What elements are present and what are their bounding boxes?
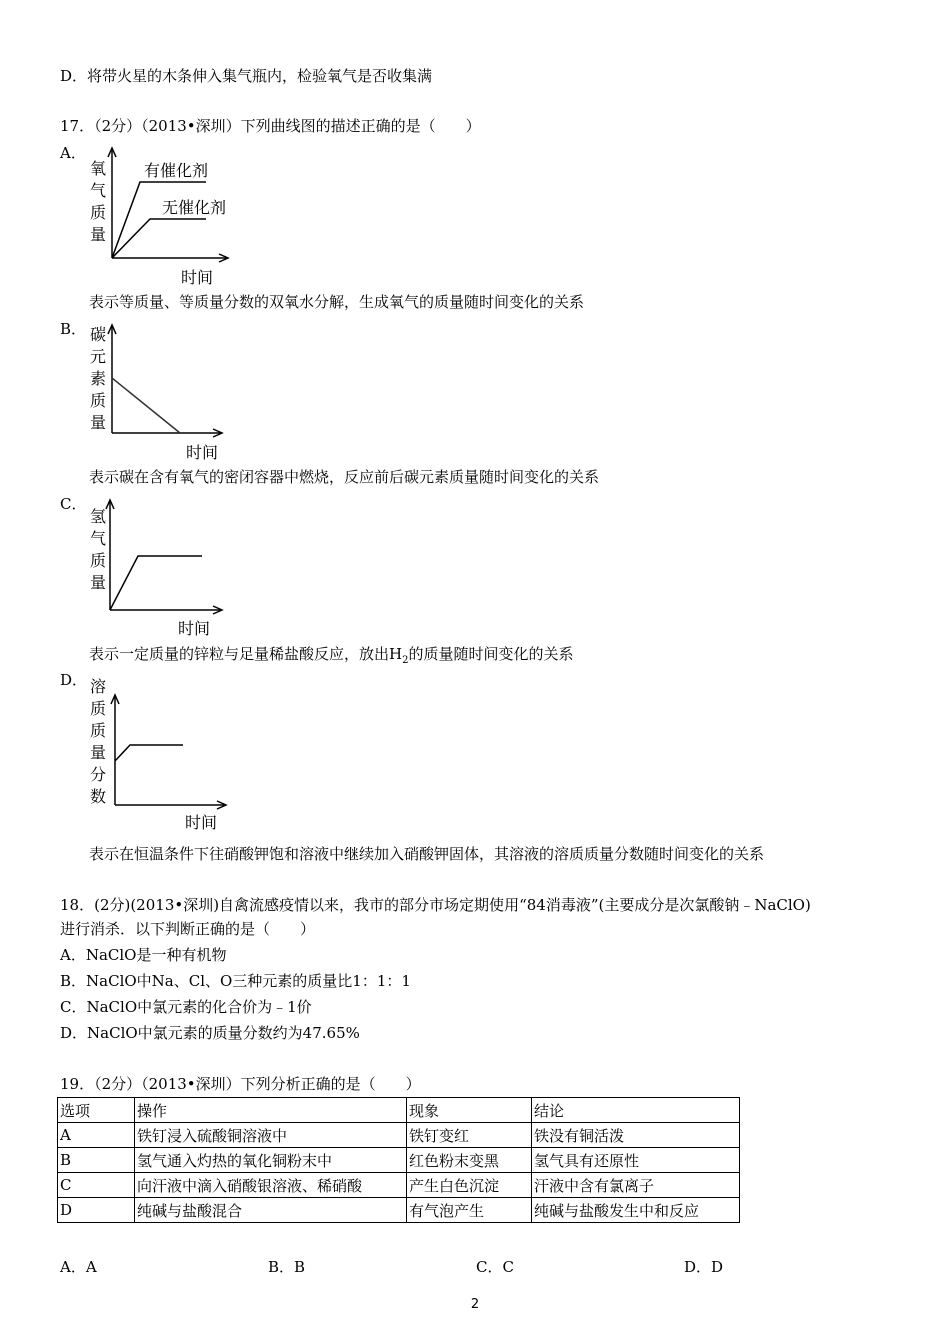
q17-c-ylabel-3: 量 (89, 573, 106, 592)
table-cell: 汗液中含有氯离子 (532, 1173, 740, 1198)
q17-a-curve2-label: 无催化剂 (162, 198, 227, 217)
q17-d-ylabel-4: 分 (89, 765, 106, 784)
q17-stem: 17．（2分）（2013•深圳）下列曲线图的描述正确的是（ ） (60, 117, 481, 135)
table-cell: 向汗液中滴入硝酸银溶液、稀硝酸 (135, 1173, 407, 1198)
q17-b-ylabel-0: 碳 (89, 325, 106, 344)
q17-d-ylabel-0: 溶 (89, 677, 106, 696)
q18-option-a: A．NaClO是一种有机物 (60, 946, 227, 964)
q17-a-ylabel-0: 氧 (89, 159, 106, 178)
table-header-cell: 操作 (135, 1098, 407, 1123)
q17-b-ylabel-4: 量 (89, 413, 106, 432)
q17-b-xlabel: 时间 (186, 443, 219, 462)
q17-c-desc-pre: 表示一定质量的锌粒与足量稀盐酸反应，放出 (89, 645, 390, 663)
q17-b-letter: B． (60, 320, 87, 338)
q19-table (57, 1097, 740, 1223)
q16-option-d: D．将带火星的木条伸入集气瓶内，检验氧气是否收集满 (60, 67, 433, 85)
table-cell: D (58, 1198, 135, 1223)
table-row (58, 1198, 740, 1223)
table-row (58, 1148, 740, 1173)
q17-a-xlabel: 时间 (181, 268, 214, 287)
q17-c-ylabel-2: 质 (89, 551, 106, 570)
q17-d-ylabel-5: 数 (89, 787, 106, 806)
q18-stem-line1: 18．(2分)(2013•深圳)自禽流感疫情以来，我市的部分市场定期使用“84消毒液”(主要成分是次氯酸钠﹣NaClO) (60, 896, 811, 914)
q17-b-desc: 表示碳在含有氧气的密闭容器中燃烧，反应前后碳元素质量随时间变化的关系 (89, 468, 600, 486)
table-cell: 铁没有铜活泼 (532, 1123, 740, 1148)
table-row (58, 1173, 740, 1198)
q17-b-ylabel-1: 元 (89, 347, 106, 366)
q18-option-d: D．NaClO中氯元素的质量分数约为47.65% (60, 1024, 360, 1042)
q19-option-c: C．C (476, 1258, 514, 1276)
table-header-cell: 结论 (532, 1098, 740, 1123)
table-cell: 铁钉浸入硫酸铜溶液中 (135, 1123, 407, 1148)
q17-d-letter: D． (60, 671, 88, 689)
q17-a-desc: 表示等质量、等质量分数的双氧水分解，生成氧气的质量随时间变化的关系 (89, 293, 585, 311)
q17-d-ylabel-1: 质 (89, 699, 106, 718)
q17-a-letter: A． (60, 144, 86, 162)
page-number: 2 (470, 1297, 480, 1312)
table-cell: 氢气通入灼热的氧化铜粉末中 (135, 1148, 407, 1173)
table-cell: 氢气具有还原性 (532, 1148, 740, 1173)
q17-c-letter: C． (60, 495, 87, 513)
table-cell: 红色粉末变黑 (407, 1148, 532, 1173)
q19-stem: 19．（2分）（2013•深圳）下列分析正确的是（ ） (60, 1075, 421, 1093)
table-cell: B (58, 1148, 135, 1173)
q17-a-ylabel-2: 质 (89, 203, 106, 222)
q17-d-desc: 表示在恒温条件下往硝酸钾饱和溶液中继续加入硝酸钾固体，其溶液的溶质质量分数随时间变化的关系 (89, 845, 765, 863)
q17-b-ylabel-2: 素 (89, 369, 106, 388)
q17-a-ylabel-1: 气 (89, 181, 106, 200)
table-row (58, 1123, 740, 1148)
table-header-row (58, 1098, 740, 1123)
q17-c-desc-sub: 2 (402, 655, 409, 666)
q17-c-xlabel: 时间 (178, 619, 211, 638)
q17-a-ylabel-3: 量 (89, 225, 106, 244)
q17-d-ylabel-2: 质 (89, 721, 106, 740)
q17-c-desc-formula: H (389, 645, 403, 663)
table-cell: 产生白色沉淀 (407, 1173, 532, 1198)
table-cell: 有气泡产生 (407, 1198, 532, 1223)
table-header-cell: 现象 (407, 1098, 532, 1123)
table-cell: C (58, 1173, 135, 1198)
table-header-cell: 选项 (58, 1098, 135, 1123)
q17-c-ylabel-1: 气 (89, 529, 106, 548)
q18-stem-line2: 进行消杀．以下判断正确的是（ ） (60, 920, 316, 938)
q17-b-ylabel-3: 质 (89, 391, 106, 410)
q17-d-curve (115, 745, 183, 761)
q17-a-curve1-label: 有催化剂 (144, 161, 209, 180)
q17-c-desc-post: 的质量随时间变化的关系 (408, 645, 574, 663)
table-cell: 纯碱与盐酸混合 (135, 1198, 407, 1223)
q17-d-ylabel-3: 量 (89, 743, 106, 762)
q19-option-d: D．D (684, 1258, 724, 1276)
table-cell: A (58, 1123, 135, 1148)
q19-option-a: A．A (60, 1258, 97, 1276)
table-cell: 铁钉变红 (407, 1123, 532, 1148)
q19-option-b: B．B (268, 1258, 306, 1276)
q17-c-ylabel-0: 氢 (89, 507, 106, 526)
q18-option-c: C．NaClO中氯元素的化合价为﹣1价 (60, 998, 312, 1016)
q17-d-xlabel: 时间 (185, 813, 218, 832)
table-cell: 纯碱与盐酸发生中和反应 (532, 1198, 740, 1223)
q18-option-b: B．NaClO中Na、Cl、O三种元素的质量比1：1：1 (60, 972, 411, 990)
